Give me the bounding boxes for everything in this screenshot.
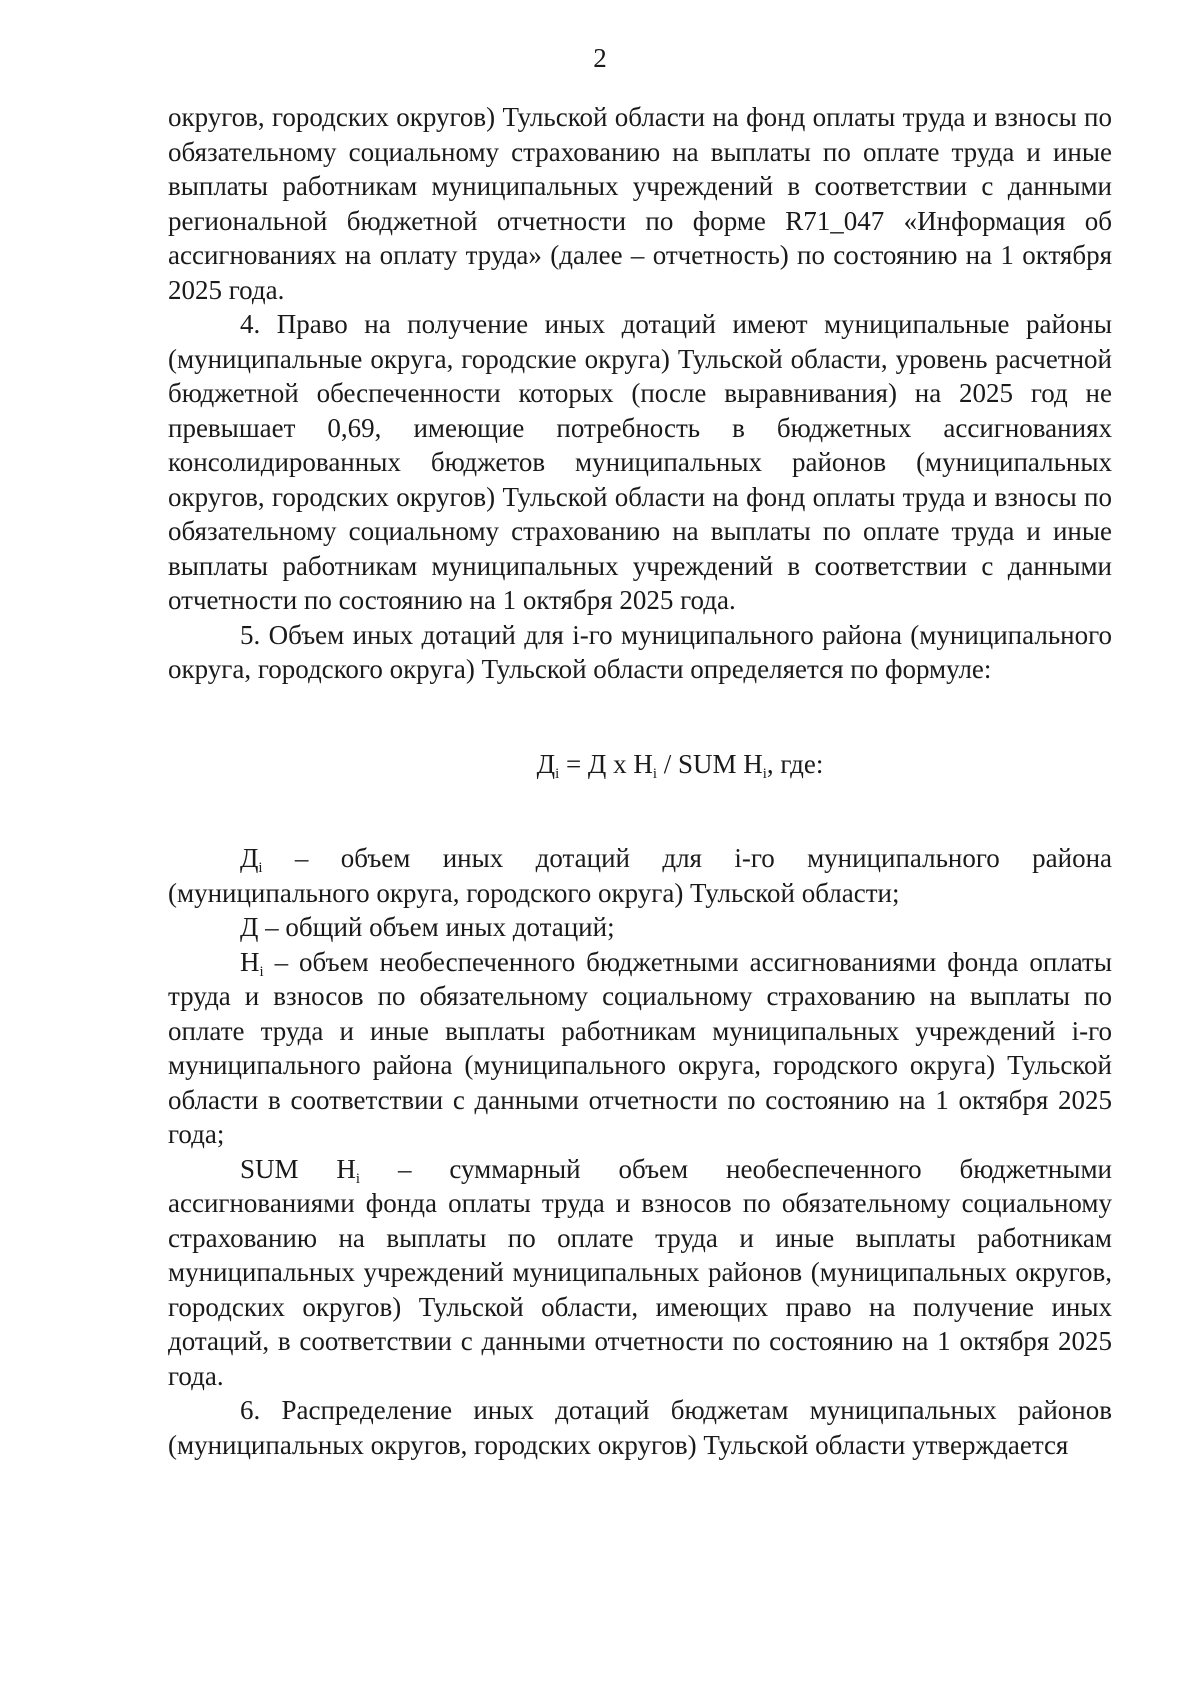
document-body <box>168 100 1112 1462</box>
formula-sub-1: i <box>555 765 560 782</box>
paragraph-4: 4. Право на получение иных дотаций имеют муниципальные районы (муниципальные округа, городские округа) Тульской области, уровень расчетной бюджетной обеспеченности которых (после выравнивания) на 2025 год не превышает 0,69, имеющие потребность в бюджетных ассигнованиях консолидированных бюджетов муниципальных районов (муниципальных округов, городских округов) Тульской области на фонд оплаты труда и взносы по обязательному социальному страхованию на выплаты по оплате труда и иные выплаты работникам муниципальных учреждений в соответствии с данными отчетности по состоянию на 1 октября 2025 года. <box>168 309 1112 615</box>
definition-d: Д – общий объем иных дотаций; <box>240 912 615 942</box>
definition-di-symbol: Д <box>240 843 259 873</box>
definition-ni-sub: i <box>259 963 264 980</box>
definition-di <box>168 841 1112 910</box>
formula-d: Д <box>536 748 556 779</box>
definition-sum-sub: i <box>355 1170 361 1187</box>
definition-di-sub: i <box>258 860 263 877</box>
definition-ni-text: – объем необеспеченного бюджетными ассигнованиями фонда оплаты труда и взносов по обязательному социальному страхованию на выплаты по оплате труда и иные выплаты работникам муниципальных учреждений i-го муниципального района (муниципального округа, городского округа) Тульской области в соответствии с данными отчетности по состоянию на 1 октября 2025 года; <box>168 946 1112 1149</box>
formula-sub-2: i <box>652 765 657 782</box>
formula-sum: / SUM Н <box>656 748 763 779</box>
definition-di-text: – объем иных дотаций для i-го муниципального района (муниципального округа, городского округа) Тульской области; <box>168 843 1112 908</box>
paragraph-5: 5. Объем иных дотаций для i-го муниципального района (муниципального округа, городского округа) Тульской области определяется по формуле: <box>168 619 1112 684</box>
definition-sum-text: – суммарный объем необеспеченного бюджетными ассигнованиями фонда оплаты труда и взносов по обязательному социальному страхованию на выплаты по оплате труда и иные выплаты работникам муниципальных учреждений муниципальных районов (муниципальных округов, городских округов) Тульской области, имеющих право на получение иных дотаций, в соответствии с данными отчетности по состоянию на 1 октября 2025 года. <box>168 1153 1112 1391</box>
formula-mid: = Д х Н <box>559 748 653 779</box>
paragraph-continued: округов, городских округов) Тульской области на фонд оплаты труда и взносы по обязательному социальному страхованию на выплаты по оплате труда и иные выплаты работникам муниципальных учреждений в соответствии с данными региональной бюджетной отчетности по форме R71_047 «Информация об ассигнованиях на оплату труда» (далее – отчетность) по состоянию на 1 октября 2025 года. <box>168 102 1112 305</box>
definition-sum-symbol: SUM Н <box>240 1153 356 1184</box>
formula-sub-3: i <box>762 765 767 782</box>
definition-sum <box>168 1152 1112 1394</box>
formula-tail: , где: <box>766 748 824 779</box>
paragraph-6: 6. Распределение иных дотаций бюджетам муниципальных районов (муниципальных округов, городских округов) Тульской области утверждается <box>168 1395 1112 1460</box>
page-number: 2 <box>593 43 607 73</box>
formula <box>168 747 1112 782</box>
definition-ni-symbol: Н <box>240 946 260 977</box>
definition-ni <box>168 945 1112 1152</box>
